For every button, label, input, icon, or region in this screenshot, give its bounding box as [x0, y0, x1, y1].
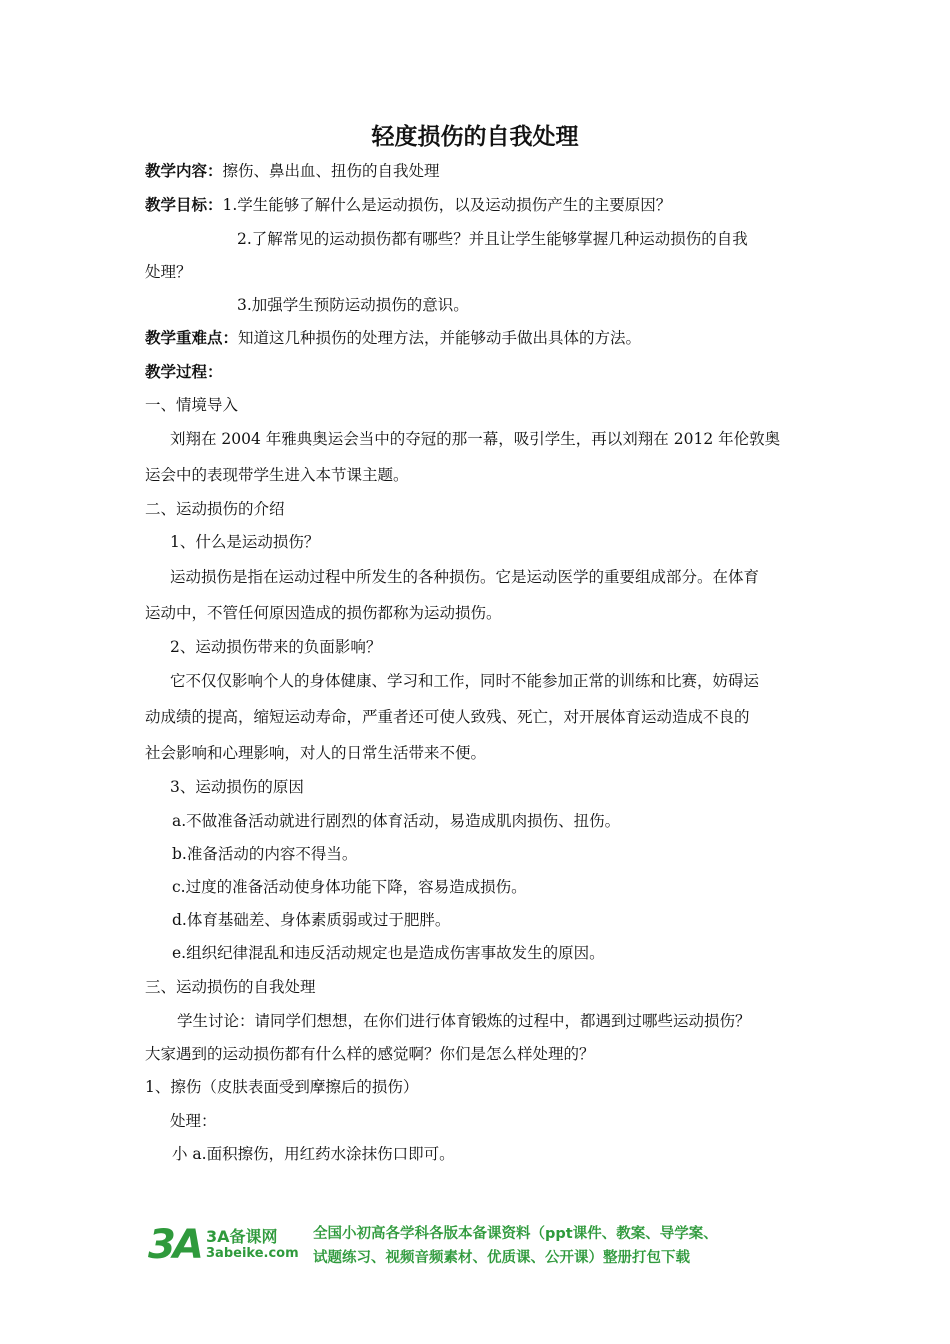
section-3-item-1: 1、擦伤（皮肤表面受到摩擦后的损伤） [145, 1078, 419, 1096]
footer-banner [148, 1220, 808, 1270]
teaching-difficulty-text: 知道这几种损伤的处理方法，并能够动手做出具体的方法。 [238, 329, 642, 347]
reason-e: e.组织纪律混乱和违反活动规定也是造成伤害事故发生的原因。 [172, 944, 605, 962]
reason-c: c.过度的准备活动使身体功能下降，容易造成损伤。 [172, 878, 527, 896]
section-2-a1b: 运动中，不管任何原因造成的损伤都称为运动损伤。 [145, 604, 502, 622]
section-2-heading: 二、运动损伤的介绍 [145, 500, 285, 518]
teaching-difficulty-label: 教学重难点： [145, 329, 239, 347]
section-1-para-a: 刘翔在 2004 年雅典奥运会当中的夺冠的那一幕，吸引学生，再以刘翔在 2012 年伦敦奥 [170, 430, 781, 448]
footer-promo-line-2: 试题练习、视频音频素材、优质课、公开课）整册打包下载 [313, 1250, 690, 1266]
teaching-difficulty [145, 327, 815, 349]
section-2-a2c: 社会影响和心理影响，对人的日常生活带来不便。 [145, 744, 487, 762]
section-3-small: 小 a.面积擦伤，用红药水涂抹伤口即可。 [172, 1145, 455, 1163]
reason-d: d.体育基础差、身体素质弱或过于肥胖。 [172, 911, 451, 929]
footer-promo-line-1: 全国小初高各学科各版本备课资料（ppt课件、教案、导学案、 [313, 1226, 718, 1242]
document-title: 轻度损伤的自我处理 [371, 124, 579, 150]
logo-mark: 3A [148, 1222, 201, 1268]
section-3-heading: 三、运动损伤的自我处理 [145, 978, 316, 996]
teaching-content-text: 擦伤、鼻出血、扭伤的自我处理 [222, 162, 440, 180]
section-2-q1: 1、什么是运动损伤？ [170, 533, 320, 551]
section-2-a1a: 运动损伤是指在运动过程中所发生的各种损伤。它是运动医学的重要组成部分。在体育 [170, 568, 760, 586]
logo-url: 3abeike.com [206, 1246, 299, 1261]
process-label: 教学过程： [145, 363, 223, 381]
section-3-discussion-b: 大家遇到的运动损伤都有什么样的感觉啊？你们是怎么样处理的？ [145, 1045, 595, 1063]
section-2-a2b: 动成绩的提高，缩短运动寿命，严重者还可使人致残、死亡，对开展体育运动造成不良的 [145, 708, 750, 726]
teaching-goals [145, 194, 815, 216]
section-1-para-b: 运会中的表现带学生进入本节课主题。 [145, 466, 409, 484]
teaching-content [145, 160, 815, 182]
site-logo[interactable] [148, 1222, 298, 1268]
teaching-content-label: 教学内容： [145, 162, 223, 180]
reason-a: a.不做准备活动就进行剧烈的体育活动，易造成肌肉损伤、扭伤。 [172, 812, 621, 830]
teaching-goals-label: 教学目标： [145, 196, 223, 214]
goal-1: 1.学生能够了解什么是运动损伤，以及运动损伤产生的主要原因？ [222, 196, 672, 214]
section-2-a2a: 它不仅仅影响个人的身体健康、学习和工作，同时不能参加正常的训练和比赛，妨碍运 [170, 672, 760, 690]
reason-b: b.准备活动的内容不得当。 [172, 845, 358, 863]
section-2-q2: 2、运动损伤带来的负面影响？ [170, 638, 382, 656]
section-2-q3: 3、运动损伤的原因 [170, 778, 304, 796]
section-3-discussion-a: 学生讨论：请同学们想想，在你们进行体育锻炼的过程中，都遇到过哪些运动损伤？ [177, 1012, 751, 1030]
goal-3: 3.加强学生预防运动损伤的意识。 [237, 296, 469, 314]
goal-2a: 2.了解常见的运动损伤都有哪些？并且让学生能够掌握几种运动损伤的自我 [237, 230, 748, 248]
section-3-handle: 处理： [170, 1112, 217, 1130]
goal-2b: 处理？ [145, 263, 192, 281]
section-1-heading: 一、情境导入 [145, 396, 239, 414]
logo-name: 3A备课网 [206, 1227, 278, 1246]
